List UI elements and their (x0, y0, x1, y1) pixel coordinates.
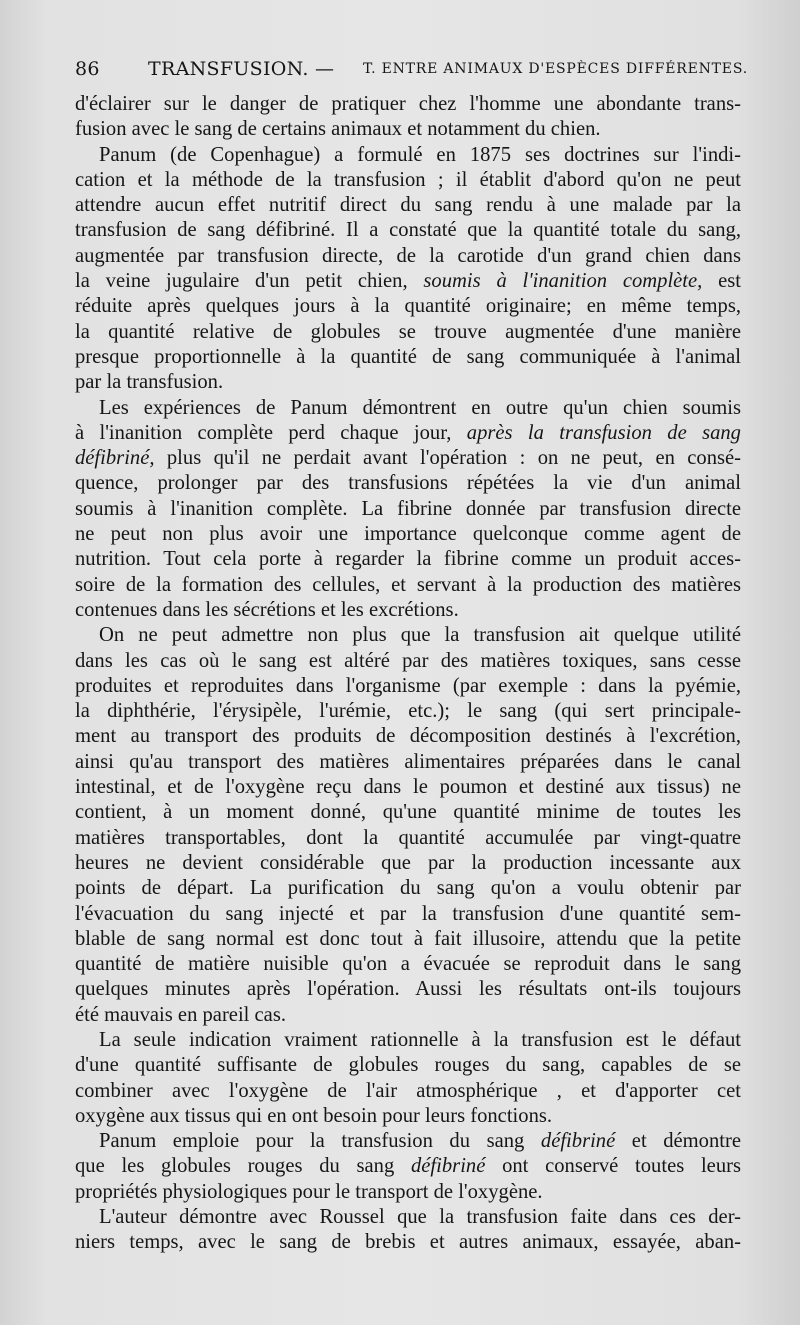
text-run: Les expériences de Panum démontrent en outre qu'un chien soumis (99, 396, 741, 419)
text-line (75, 396, 741, 421)
text-line (75, 1028, 741, 1053)
text-run: contient, à un moment donné, qu'une quantité minime de toutes les (75, 801, 741, 824)
italic-text: défibriné (540, 1130, 616, 1153)
page-number: 86 (75, 58, 100, 80)
text-run: et démontre (615, 1130, 741, 1153)
running-header (75, 58, 750, 88)
text-run: produites et reproduites dans l'organisme (par exemple : dans la pyémie, (75, 674, 741, 697)
text-run: ont conservé toutes leurs (485, 1155, 741, 1178)
text-line (75, 851, 741, 876)
text-line (75, 1230, 741, 1255)
text-run: L'auteur démontre avec Roussel que la transfusion faite dans ces der- (99, 1206, 741, 1229)
text-run: heures ne devient considérable que par la production incessante aux (75, 851, 741, 874)
text-run: la quantité relative de globules se trouve augmentée d'une manière (75, 320, 741, 343)
running-subtitle: T. ENTRE ANIMAUX D'ESPÈCES DIFFÉRENTES. (363, 61, 748, 77)
text-line (75, 1180, 741, 1205)
text-line (75, 826, 741, 851)
text-line (75, 143, 741, 168)
text-run: soire de la formation des cellules, et servant à la production des matières (75, 573, 741, 596)
text-line (75, 724, 741, 749)
text-run: La seule indication vraiment rationnelle à la transfusion est le défaut (99, 1028, 741, 1051)
text-run: augmentée par transfusion directe, de la carotide d'un grand chien dans (75, 244, 741, 267)
italic-text: après la transfusion de sang (466, 421, 741, 444)
text-line (75, 92, 741, 117)
text-line (75, 522, 741, 547)
text-run: presque proportionnelle à la quantité de sang communiquée à l'animal (75, 345, 741, 368)
text-run: blable de sang normal est donc tout à fait illusoire, attendu que la petite (75, 927, 741, 950)
text-line (75, 598, 741, 623)
text-run: soumis à l'inanition complète. La fibrine donnée par transfusion directe (75, 497, 741, 520)
text-run: points de départ. La purification du sang qu'on a voulu obtenir par (75, 877, 741, 900)
text-run: ainsi qu'au transport des matières alimentaires préparées dans le canal (75, 750, 741, 773)
text-line (75, 218, 741, 243)
text-run: d'une quantité suffisante de globules rouges du sang, capables de se (75, 1054, 741, 1077)
text-line (75, 1154, 741, 1179)
text-run: d'éclairer sur le danger de pratiquer chez l'homme une abondante trans- (75, 93, 741, 115)
text-line (75, 800, 741, 825)
text-line (75, 547, 741, 572)
text-line (75, 345, 741, 370)
text-run: dans les cas où le sang est altéré par des matières toxiques, sans cesse (75, 649, 741, 672)
text-line (75, 1129, 741, 1154)
text-line (75, 1003, 741, 1028)
text-run: la veine jugulaire d'un petit chien, (75, 270, 424, 293)
text-line (75, 421, 741, 446)
text-line (75, 320, 741, 345)
text-run: niers temps, avec le sang de brebis et autres animaux, essayée, aban- (75, 1231, 741, 1254)
text-run: fusion avec le sang de certains animaux et notamment du chien. (75, 118, 601, 141)
text-line (75, 927, 741, 952)
text-run: ne peut non plus avoir une importance quelconque comme agent de (75, 523, 741, 546)
text-line (75, 244, 741, 269)
text-run: par la transfusion. (75, 371, 224, 394)
text-run: oxygène aux tissus qui en ont besoin pour leurs fonctions. (75, 1104, 553, 1127)
text-line (75, 977, 741, 1002)
text-run: propriétés physiologiques pour le transport de l'oxygène. (75, 1180, 543, 1203)
text-run: attendre aucun effet nutritif direct du sang rendu à une malade par la (75, 194, 741, 217)
text-run: que les globules rouges du sang (75, 1155, 411, 1178)
text-line (75, 649, 741, 674)
text-line (75, 1205, 741, 1230)
text-run: été mauvais en pareil cas. (75, 1003, 286, 1026)
italic-text: soumis à l'inanition complète, (423, 270, 703, 293)
text-line (75, 674, 741, 699)
text-run: Panum emploie pour la transfusion du sang (99, 1130, 541, 1153)
text-run: l'évacuation du sang injecté et par la transfusion d'une quantité sem- (75, 902, 741, 925)
text-run: On ne peut admettre non plus que la transfusion ait quelque utilité (99, 624, 741, 647)
text-run: ment au transport des produits de décomposition destinés à l'excrétion, (75, 725, 741, 748)
text-run: est (702, 270, 742, 293)
text-run: nutrition. Tout cela porte à regarder la fibrine comme un produit acces- (75, 548, 741, 571)
text-line (75, 117, 741, 142)
page-body (75, 92, 741, 1256)
text-run: transfusion de sang défibriné. Il a constaté que la quantité totale du sang, (75, 219, 741, 242)
text-run: contenues dans les sécrétions et les excrétions. (75, 598, 459, 621)
text-run: Panum (de Copenhague) a formulé en 1875 ses doctrines sur l'indi- (99, 143, 741, 166)
text-line (75, 623, 741, 648)
text-line (75, 471, 741, 496)
text-run: quantité de matière nuisible qu'on a évacuée se reproduit dans le sang (75, 953, 741, 976)
text-line (75, 876, 741, 901)
text-run: cation et la méthode de la transfusion ; il établit d'abord qu'on ne peut (75, 168, 741, 191)
text-run: intestinal, et de l'oxygène reçu dans le poumon et destiné aux tissus) ne (75, 776, 741, 799)
text-line (75, 497, 741, 522)
text-run: matières transportables, dont la quantité accumulée par vingt-quatre (75, 826, 741, 849)
text-line (75, 1053, 741, 1078)
text-line (75, 699, 741, 724)
text-line (75, 775, 741, 800)
text-line (75, 168, 741, 193)
text-line (75, 902, 741, 927)
text-line (75, 269, 741, 294)
text-line (75, 952, 741, 977)
text-line (75, 370, 741, 395)
text-run: quelques minutes après l'opération. Aussi les résultats ont-ils toujours (75, 978, 741, 1001)
text-run: quence, prolonger par des transfusions répétées la vie d'un animal (75, 472, 741, 495)
text-line (75, 750, 741, 775)
text-line (75, 193, 741, 218)
text-run: la diphthérie, l'érysipèle, l'urémie, etc.); le sang (qui sert principale- (75, 700, 741, 723)
italic-text: défibriné, (75, 447, 155, 470)
running-title: TRANSFUSION. — (148, 58, 335, 80)
text-line (75, 446, 741, 471)
text-run: combiner avec l'oxygène de l'air atmosphérique , et d'apporter cet (75, 1079, 741, 1102)
italic-text: défibriné (411, 1155, 486, 1178)
text-line (75, 573, 741, 598)
text-run: à l'inanition complète perd chaque jour, (75, 421, 467, 444)
text-line (75, 1079, 741, 1104)
text-run: plus qu'il ne perdait avant l'opération : on ne peut, en consé- (154, 447, 741, 470)
text-run: réduite après quelques jours à la quantité originaire; en même temps, (75, 295, 741, 318)
text-line (75, 294, 741, 319)
text-line (75, 1104, 741, 1129)
